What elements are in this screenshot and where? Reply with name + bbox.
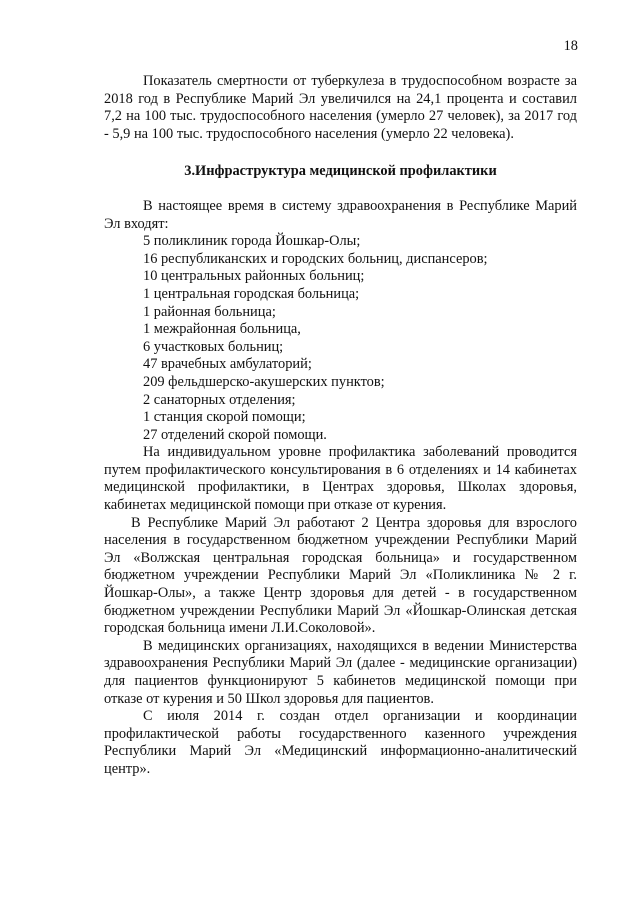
list-item: 1 межрайонная больница, bbox=[143, 321, 301, 338]
list-item: 1 центральная городская больница; bbox=[143, 285, 360, 302]
list-item: 5 поликлиник города Йошкар-Олы; bbox=[143, 233, 361, 250]
paragraph-tuberculosis: Показатель смертности от туберкулеза в трудоспособном возрасте за 2018 год в Республике Марий Эл увеличился на 24,1 процента и составил 7,2 на 100 тыс. трудоспособного населения (умерло 27 человек), за 2017 год - 5,9 на 100 тыс. трудоспособного населения (умерло 22 человека). bbox=[104, 73, 577, 142]
paragraph-health-centers: В Республике Марий Эл работают 2 Центра здоровья для взрослого населения в государственном бюджетном учреждении Республики Марий Эл «Волжская центральная городская больница» и государственном бюджетном учреждении Республики Марий Эл «Поликлиника № 2 г. Йошкар-Олы», а также Центр здоровья для детей - в государственном бюджетном учреждении Республики Марий Эл «Йошкар-Олинская детская городская больница имени Л.И.Соколовой». bbox=[104, 514, 577, 637]
list-item: 2 санаторных отделения; bbox=[143, 391, 296, 408]
page-number: 18 bbox=[563, 38, 578, 54]
list-item: 10 центральных районных больниц; bbox=[143, 268, 365, 285]
paragraph-department: С июля 2014 г. создан отдел организации и координации профилактической работы государственного казенного учреждения Республики Марий Эл «Медицинский информационно-аналитический центр». bbox=[104, 708, 577, 777]
list-item: 209 фельдшерско-акушерских пунктов; bbox=[143, 373, 385, 390]
facility-list bbox=[104, 233, 577, 444]
paragraph-medical-organizations: В медицинских организациях, находящихся в ведении Министерства здравоохранения Республики Марий Эл (далее - медицинские организации) для пациентов функционируют 5 кабинетов медицинской помощи при отказе от курения и 50 Школ здоровья для пациентов. bbox=[104, 637, 577, 707]
list-item: 6 участковых больниц; bbox=[143, 338, 284, 355]
section-heading: 3.Инфраструктура медицинской профилактики bbox=[184, 163, 497, 180]
paragraph-prevention: На индивидуальном уровне профилактика заболеваний проводится путем профилактического консультирования в 6 отделениях и 14 кабинетах медицинской профилактики, в Центрах здоровья, Школах здоровья, кабинетах медицинской помощи при отказе от курения. bbox=[104, 444, 577, 514]
list-item: 1 станция скорой помощи; bbox=[143, 409, 306, 426]
list-item: 16 республиканских и городских больниц, диспансеров; bbox=[143, 250, 488, 267]
document-body bbox=[104, 73, 577, 779]
list-item: 47 врачебных амбулаторий; bbox=[143, 356, 312, 373]
paragraph-intro: В настоящее время в систему здравоохранения в Республике Марий Эл входят: bbox=[104, 197, 577, 232]
list-item: 27 отделений скорой помощи. bbox=[143, 426, 327, 443]
list-item: 1 районная больница; bbox=[143, 303, 276, 320]
